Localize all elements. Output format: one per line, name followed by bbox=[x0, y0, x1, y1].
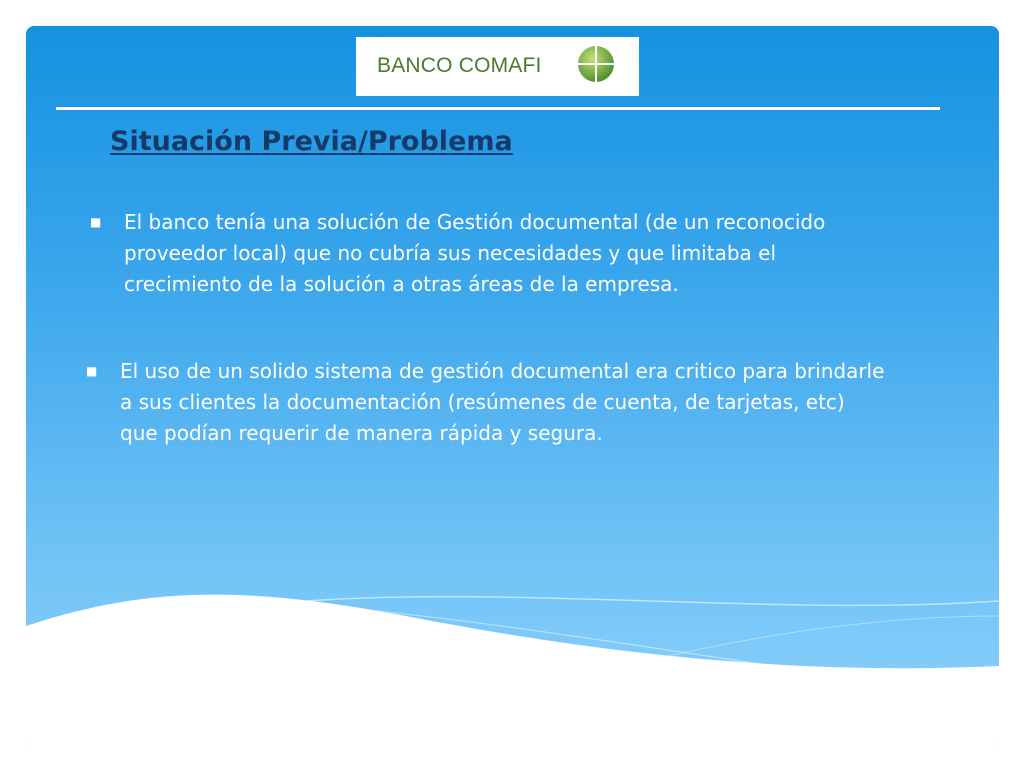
bullet-text: El uso de un solido sistema de gestión documental era critico para brindarle a sus clientes la documentación (resúmenes de cuenta, de tarjetas, etc) que podían requerir de manera rápida y segura. bbox=[120, 359, 885, 445]
bank-logo bbox=[356, 37, 639, 96]
bullet-marker: ■ bbox=[90, 215, 102, 229]
title-divider bbox=[56, 107, 940, 110]
bullet-item bbox=[90, 207, 890, 300]
comafi-globe-icon bbox=[577, 44, 615, 84]
slide bbox=[26, 26, 999, 746]
slide-title: Situación Previa/Problema bbox=[110, 126, 513, 157]
bullet-marker: ■ bbox=[86, 364, 98, 378]
bullet-item bbox=[86, 356, 886, 449]
bullet-text: El banco tenía una solución de Gestión documental (de un reconocido proveedor local) que no cubría sus necesidades y que limitaba el crecimiento de la solución a otras áreas de la empresa. bbox=[124, 210, 826, 296]
logo-text: BANCO COMAFI bbox=[377, 54, 542, 77]
